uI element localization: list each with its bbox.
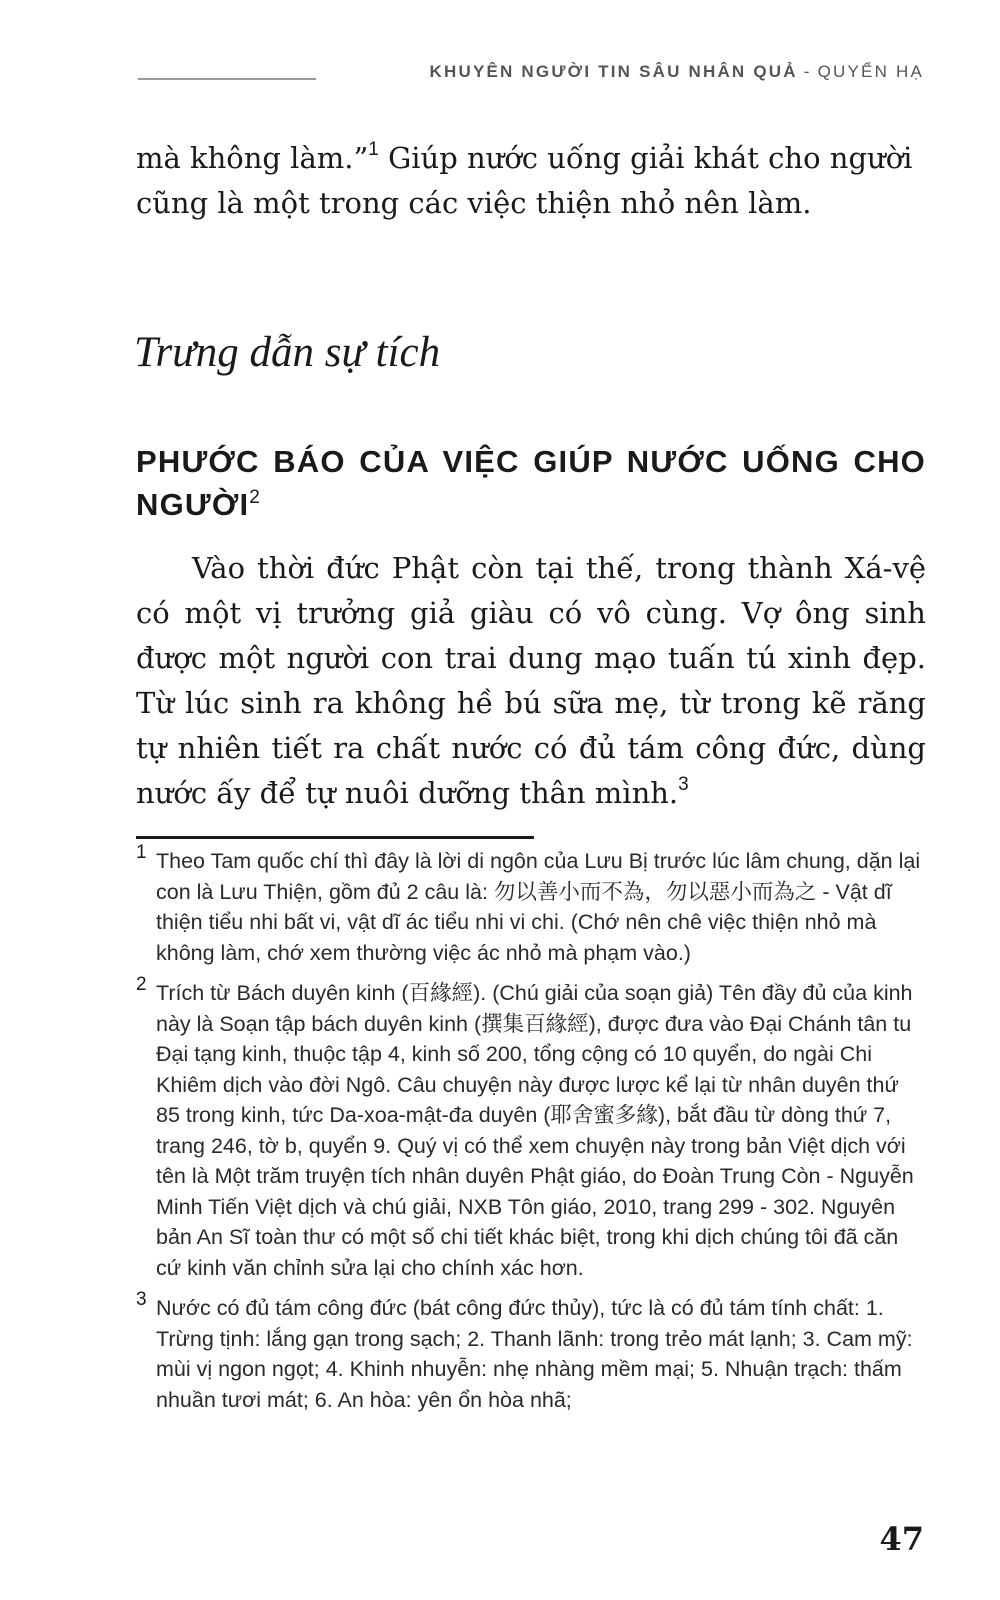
footnote-ref-2: 2 bbox=[249, 487, 260, 508]
story-heading bbox=[136, 440, 926, 526]
footnote-separator bbox=[136, 836, 534, 839]
story-paragraph-text: Vào thời đức Phật còn tại thế, trong thành Xá-vệ có một vị trưởng giả giàu có vô cùng. Vợ ông sinh được một người con trai dung mạo tuấn tú xinh đẹp. Từ lúc sinh ra không hề bú sữa mẹ, từ trong kẽ răng tự nhiên tiết ra chất nước có đủ tám công đức, dùng nước ấy để tự nuôi dưỡng thân mình. bbox=[136, 551, 926, 810]
page-number: 47 bbox=[879, 1520, 924, 1558]
running-head-volume: QUYỂN HẠ bbox=[817, 62, 924, 81]
running-head bbox=[430, 62, 924, 82]
section-title: Trưng dẫn sự tích bbox=[134, 329, 441, 376]
footnote-text: Theo Tam quốc chí thì đây là lời di ngôn của Lưu Bị trước lúc lâm chung, dặn lại con là Lưu Thiện, gồm đủ 2 câu là: 勿以善小而不為，勿以惡小而為之 - Vật dĩ thiện tiểu nhi bất vi, vật dĩ ác tiểu nhi vi chi. (Chớ nên chê việc thiện nhỏ mà không làm, chớ xem thường việc ác nhỏ mà phạm vào.) bbox=[156, 849, 921, 965]
footnote-number: 1 bbox=[136, 842, 147, 863]
footnote-1 bbox=[136, 842, 926, 968]
footnote-2 bbox=[136, 974, 926, 1283]
story-paragraph bbox=[136, 546, 926, 816]
footnote-text: Trích từ Bách duyên kinh (百緣經). (Chú giải của soạn giả) Tên đầy đủ của kinh này là Soạn tập bách duyên kinh (撰集百緣經), được đưa vào Đại Chánh tân tu Đại tạng kinh, thuộc tập 4, kinh số 200, tổng cộng có 10 quyển, do ngài Chi Khiêm dịch vào đời Ngô. Câu chuyện này được lược kể lại từ nhân duyên thứ 85 trong kinh, tức Da-xoa-mật-đa duyên (耶舍蜜多緣), bắt đầu từ dòng thứ 7, trang 246, tờ b, quyển 9. Quý vị có thể xem chuyện này trong bản Việt dịch với tên là Một trăm truyện tích nhân duyên Phật giáo, do Đoàn Trung Còn - Nguyễn Minh Tiến Việt dịch và chú giải, NXB Tôn giáo, 2010, trang 299 - 302. Nguyên bản An Sĩ toàn thư có một số chi tiết khác biệt, trong khi dịch chúng tôi đã căn cứ kinh văn chỉnh sửa lại cho chính xác hơn. bbox=[156, 981, 914, 1280]
intro-paragraph bbox=[136, 136, 926, 226]
header-rule bbox=[138, 78, 316, 80]
footnote-ref-3: 3 bbox=[678, 774, 689, 795]
footnote-number: 2 bbox=[136, 974, 147, 995]
footnote-3 bbox=[136, 1289, 926, 1415]
intro-text-before: mà không làm.” bbox=[136, 141, 369, 175]
footnote-number: 3 bbox=[136, 1289, 147, 1310]
footnote-text: Nước có đủ tám công đức (bát công đức thủy), tức là có đủ tám tính chất: 1. Trừng tịnh: lắng gạn trong sạch; 2. Thanh lãnh: trong trẻo mát lạnh; 3. Cam mỹ: mùi vị ngon ngọt; 4. Khinh nhuyễn: nhẹ nhàng mềm mại; 5. Nhuận trạch: thấm nhuần tươi mát; 6. An hòa: yên ổn hòa nhã; bbox=[156, 1296, 913, 1412]
footnote-ref-1: 1 bbox=[368, 139, 379, 160]
footnotes bbox=[136, 842, 926, 1425]
intro-text-after: Giúp nước uống giải khát cho người cũng là một trong các việc thiện nhỏ nên làm. bbox=[136, 141, 913, 220]
running-head-separator: - bbox=[803, 62, 812, 81]
running-head-book-title: KHUYÊN NGƯỜI TIN SÂU NHÂN QUẢ bbox=[429, 62, 798, 81]
story-heading-text: PHƯỚC BÁO CỦA VIỆC GIÚP NƯỚC UỐNG CHO NGƯỜI bbox=[136, 444, 926, 522]
